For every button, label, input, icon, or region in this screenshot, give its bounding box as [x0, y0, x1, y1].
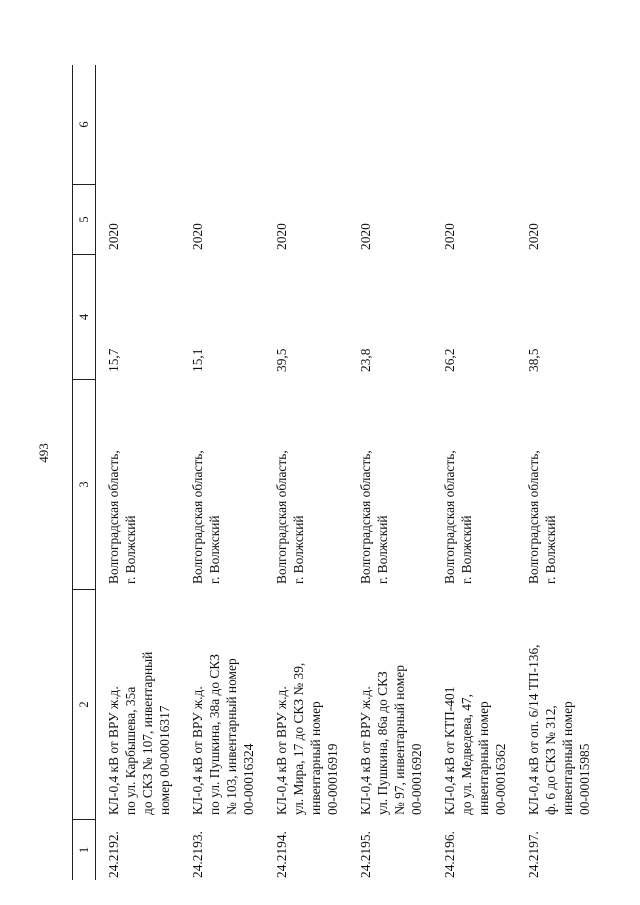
row-location: Волгоградская область, г. Волжский	[106, 450, 138, 584]
row-description: КЛ-0,4 кВ от ВРУ ж.д. ул. Пушкина, 86а до СКЗ № 97, инвентарный номер 00-00016920	[358, 665, 424, 815]
row-length: 39,5	[274, 348, 289, 372]
row-location: Волгоградская область, г. Волжский	[526, 450, 558, 584]
table-row	[353, 65, 437, 880]
row-number: 24.2192.	[106, 831, 121, 878]
row-location: Волгоградская область, г. Волжский	[442, 450, 474, 584]
row-length: 38,5	[526, 348, 541, 372]
row-location: Волгоградская область, г. Волжский	[190, 450, 222, 584]
row-description: КЛ-0,4 кВ от КТП-401 до ул. Медведева, 47, инвентарный номер 00-00016362	[442, 686, 508, 815]
row-description: КЛ-0,4 кВ от ВРУ ж.д. по ул. Пушкина, 38а до СКЗ № 103, инвентарный номер 00-00016324	[190, 654, 256, 815]
row-description: КЛ-0,4 кВ от оп. 6/14 ТП-136, ф. 6 до СКЗ № 312, инвентарный номер 00-00015985	[526, 644, 592, 815]
header-col-3: 3	[73, 380, 95, 590]
row-length: 15,1	[190, 348, 205, 372]
row-year: 2020	[526, 223, 541, 250]
row-number: 24.2194.	[274, 831, 289, 878]
row-location: Волгоградская область, г. Волжский	[358, 450, 390, 584]
table-row	[185, 65, 269, 880]
row-year: 2020	[190, 223, 205, 250]
table-row	[437, 65, 521, 880]
row-length: 15,7	[106, 348, 121, 372]
row-year: 2020	[442, 223, 457, 250]
table-row	[521, 65, 605, 880]
data-table	[72, 65, 592, 880]
row-number: 24.2195.	[358, 831, 373, 878]
row-year: 2020	[274, 223, 289, 250]
row-description: КЛ-0,4 кВ от ВРУ ж.д. ул. Мира, 17 до СКЗ № 39, инвентарный номер 00-00016919	[274, 662, 340, 815]
table-row	[101, 65, 185, 880]
header-col-5: 5	[73, 185, 95, 255]
row-number: 24.2197.	[526, 831, 541, 878]
row-description: КЛ-0,4 кВ от ВРУ ж.д. по ул. Карбышева, 35а до СКЗ № 107, инвентарный номер 00-00016317	[106, 651, 172, 815]
row-year: 2020	[106, 223, 121, 250]
row-year: 2020	[358, 223, 373, 250]
row-number: 24.2193.	[190, 831, 205, 878]
row-length: 23,8	[358, 348, 373, 372]
header-col-1: 1	[76, 846, 91, 854]
table-header	[72, 65, 96, 880]
header-col-4: 4	[73, 255, 95, 380]
table-row	[269, 65, 353, 880]
row-length: 26,2	[442, 348, 457, 372]
row-number: 24.2196.	[442, 831, 457, 878]
page-number-text: 493	[36, 443, 51, 463]
row-location: Волгоградская область, г. Волжский	[274, 450, 306, 584]
header-col-2: 2	[73, 590, 95, 820]
header-col-6: 6	[73, 65, 95, 185]
